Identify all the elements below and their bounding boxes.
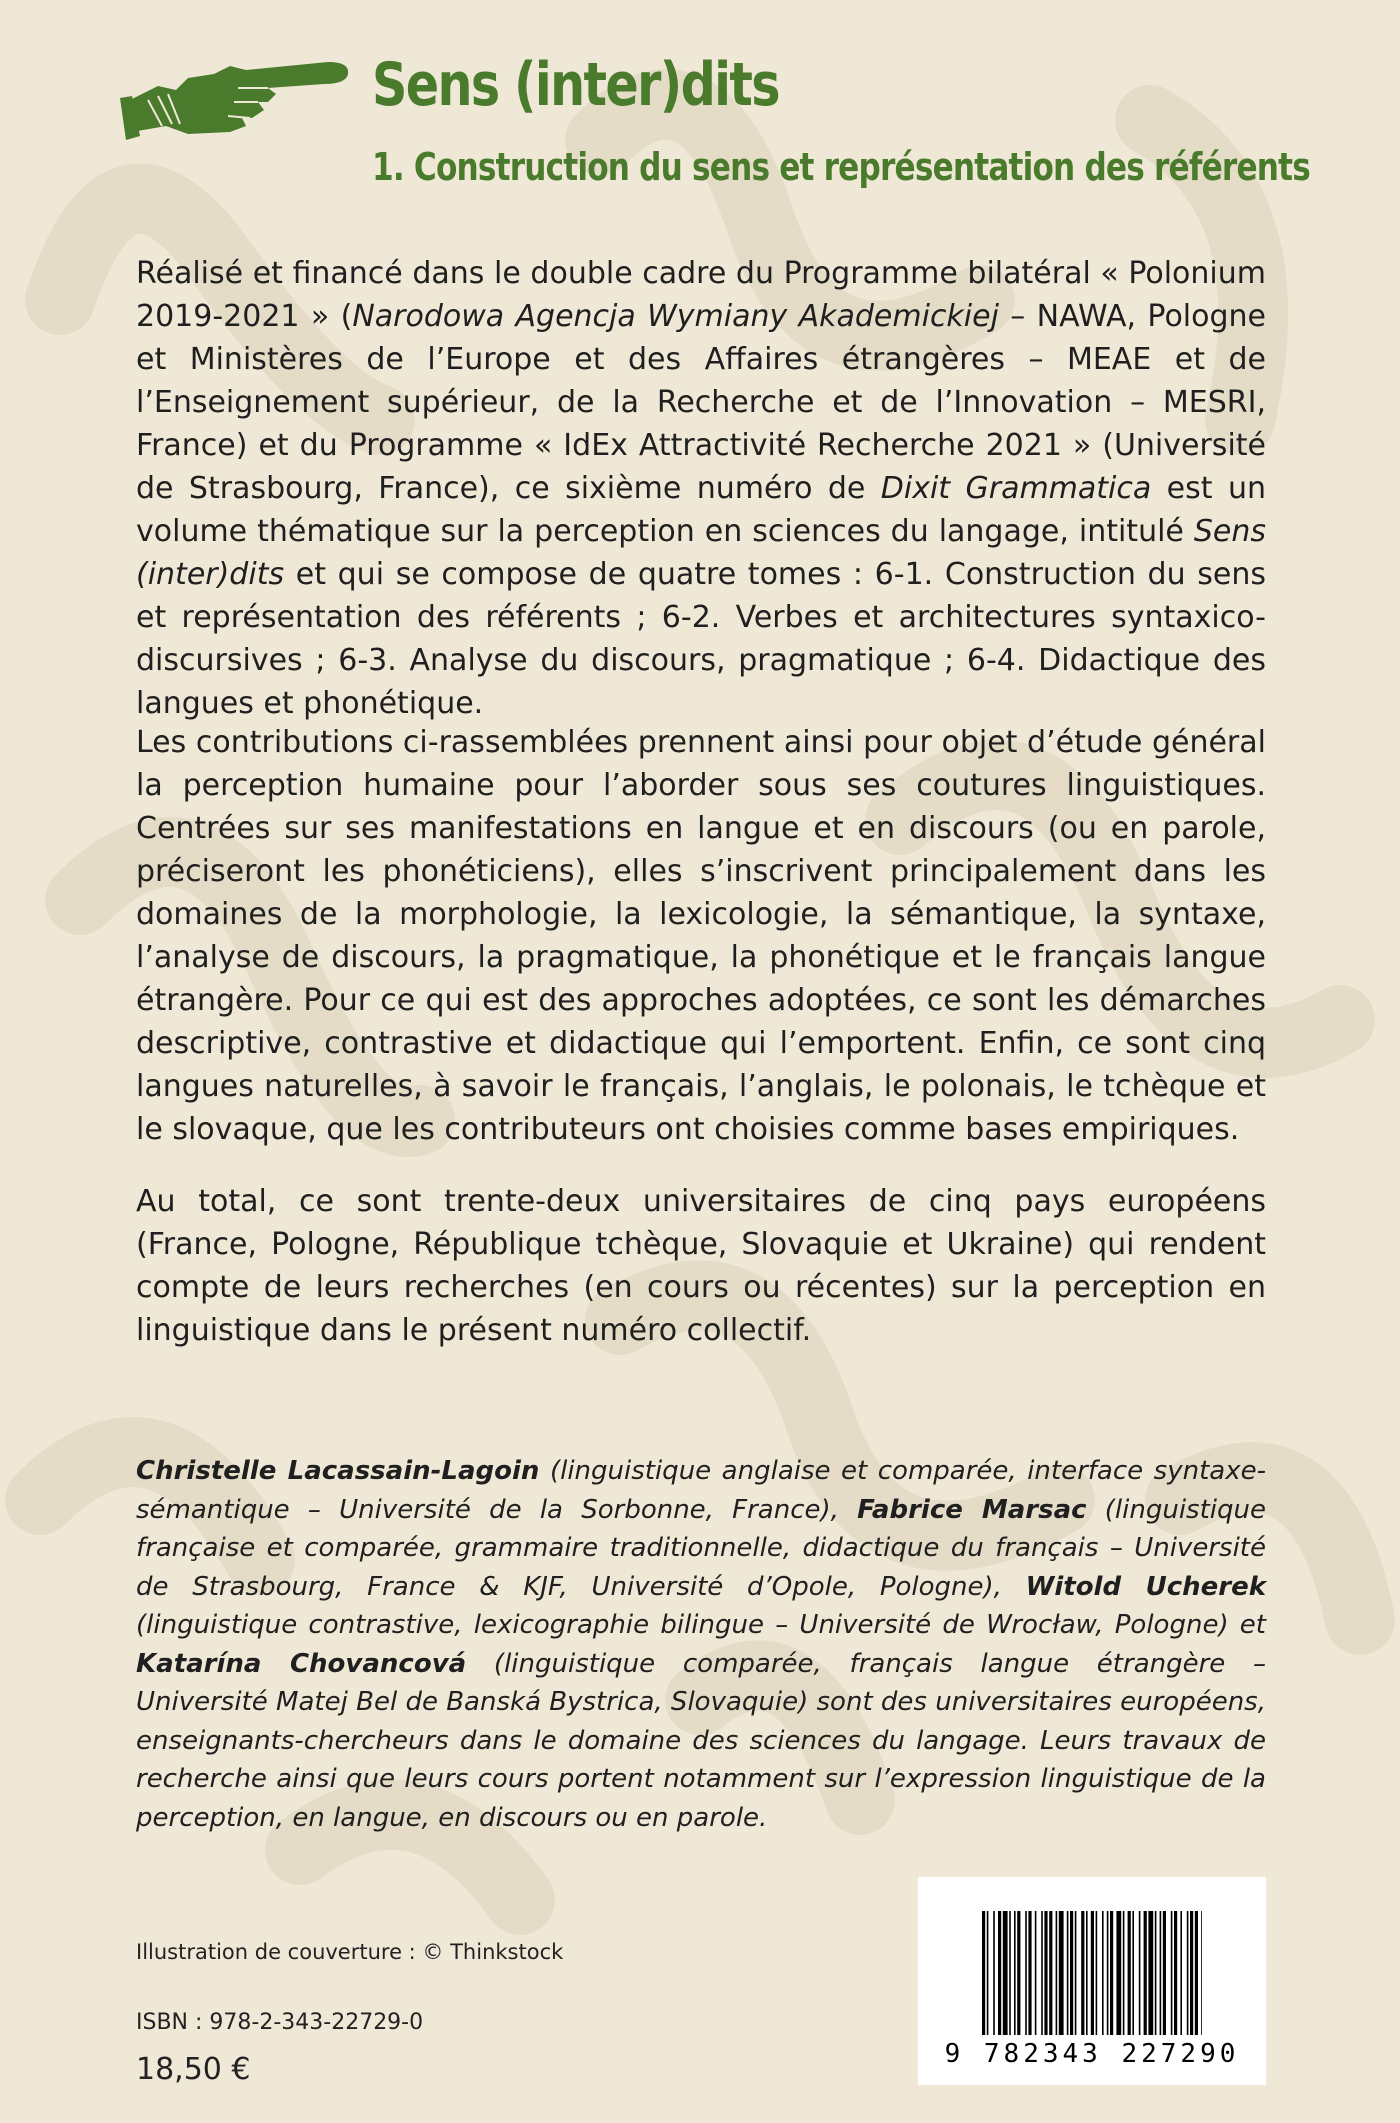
paragraph-intro [136,252,1266,725]
barcode-bar [1110,1911,1113,2035]
barcode-bar [1116,1911,1121,2035]
barcode-icon [982,1911,1202,2035]
p1-text-2: – NAWA, Pologne et Ministères de l’Europe et des Affaires étrangères – MEAE et de l’Enseignement supérieur, de la Recherche et de l’Innovation – MESRI, France) et du Programme « IdEx Attractivité Recherche 2021 » (Université de Strasbourg, France), ce sixième numéro de [136,299,1267,506]
barcode-bar [1091,1911,1094,2035]
barcode-bar [1041,1911,1043,2035]
barcode-bar [1195,1911,1198,2035]
barcode-bar [982,1911,985,2035]
p1-text-4: et qui se compose de quatre tomes : 6-1. Construction du sens et représentation des référents ; 6-2. Verbes et architectures syntaxico-discursives ; 6-3. Analyse du discours, pragmatique ; 6-4. Didactique des langues et phonétique. [136,557,1266,721]
barcode-bar [1009,1911,1011,2035]
barcode-bar [1123,1911,1125,2035]
price: 18,50 € [136,2052,251,2087]
barcode-bar [1144,1911,1147,2035]
editor-name-1: Christelle Lacassain-Lagoin [136,1456,540,1486]
barcode-bar [1148,1911,1153,2035]
barcode-bar [1003,1911,1008,2035]
barcode-bar [1086,1911,1088,2035]
barcode-bar [998,1911,1001,2035]
barcode-bar [1171,1911,1173,2035]
barcode-bar [1035,1911,1037,2035]
pointing-hand-icon [118,40,358,150]
barcode-bar [1056,1911,1058,2035]
barcode-bar [987,1911,989,2035]
barcode-bar [1044,1911,1047,2035]
barcode-bar [1014,1911,1016,2035]
barcode-bar [1174,1911,1177,2035]
barcode-bar [1102,1911,1104,2035]
barcode-bar [1128,1911,1131,2035]
paragraph-total: Au total, ce sont trente-deux universitaires de cinq pays européens (France, Pologne, République tchèque, Slovaquie et Ukraine) qui rendent compte de leurs recherches (en cours ou récentes) sur la perception en linguistique dans le présent numéro collectif. [136,1184,1266,1348]
barcode-bar [1070,1911,1073,2035]
barcode-bar [1067,1911,1069,2035]
editor-desc-4: (linguistique comparée, français langue étrangère – Université Matej Bel de Banská Bystrica, Slovaquie) sont des universitaires européens, enseignants-chercheurs dans le domaine des sciences du langage. Leurs travaux de recherche ainsi que leurs cours portent notamment sur l’expression linguistique de la perception, en langue, en discours ou en parole. [136,1648,1267,1833]
barcode-bar [1059,1911,1064,2035]
p1-italic-1: Narodowa Agencja Wymiany Akademickiej [352,299,999,334]
barcode-bar [1132,1911,1134,2035]
barcode-bar [1017,1911,1020,2035]
editors-bio [136,1452,1266,1837]
editor-desc-2: (linguistique française et comparée, grammaire traditionnelle, didactique du français – Université de Strasbourg, France & KJF, Université d’Opole, Pologne), [136,1494,1267,1602]
editor-name-2: Fabrice Marsac [857,1494,1087,1525]
editor-desc-3: (linguistique contrastive, lexicographie bilingue – Université de Wrocław, Pologne) et [136,1610,1266,1640]
paragraph-contributions: Les contributions ci-rassemblées prennent ainsi pour objet d’étude général la perception humaine pour l’aborder sous ses coutures linguistiques. Centrées sur ses manifestations en langue et en discours (ou en parole, préciseront les phonéticiens), elles s’inscrivent principalement dans les domaines de la morphologie, la lexicologie, la sémantique, la syntaxe, l’analyse de discours, la pragmatique, la phonétique et le français langue étrangère. Pour ce qui est des approches adoptées, ce sont les démarches descriptive, contrastive et didactique qui l’emportent. Enfin, ce sont cinq langues naturelles, à savoir le français, l’anglais, le polonais, le tchèque et le slovaque, que les contributeurs ont choisies comme bases empiriques. [136,725,1266,1147]
barcode-bar [1190,1911,1193,2035]
barcode-panel [918,1877,1266,2085]
book-subtitle: 1. Construction du sens et représentation des référents [372,145,1310,189]
barcode-bar [1081,1911,1084,2035]
barcode-bar [1180,1911,1182,2035]
cover-credit: Illustration de couverture : © Thinkstock [136,1940,564,1964]
barcode-bar [1049,1911,1052,2035]
barcode-bar [1025,1911,1027,2035]
barcode-number: 9 782343 227290 [944,2039,1240,2069]
barcode-bar [1096,1911,1098,2035]
book-title: Sens (inter)dits [372,50,779,120]
barcode-bar [1028,1911,1031,2035]
barcode-bar [993,1911,995,2035]
barcode-bar [1107,1911,1109,2035]
barcode-bar [1160,1911,1162,2035]
p1-italic-3: Sens (inter)dits [136,514,1266,592]
isbn: ISBN : 978-2-343-22729-0 [136,2010,424,2035]
barcode-bar [1139,1911,1141,2035]
editor-desc-1: (linguistique anglaise et comparée, interface syntaxe-sémantique – Université de la Sorbonne, France), [136,1456,1266,1525]
editor-name-4: Katarína Chovancová [136,1648,467,1679]
editor-name-3: Witold Ucherek [1025,1571,1266,1602]
barcode-bar [1155,1911,1157,2035]
barcode-bar [1075,1911,1077,2035]
p1-text-3: est un volume thématique sur la perception en sciences du langage, intitulé [136,471,1266,549]
barcode-bar [1201,1911,1202,2035]
barcode-bar [1163,1911,1166,2035]
p1-text-1: Réalisé et financé dans le double cadre du Programme bilatéral « Polonium 2019-2021 » ( [136,256,1266,334]
p1-italic-2: Dixit Grammatica [880,471,1152,506]
barcode-bar [1187,1911,1189,2035]
